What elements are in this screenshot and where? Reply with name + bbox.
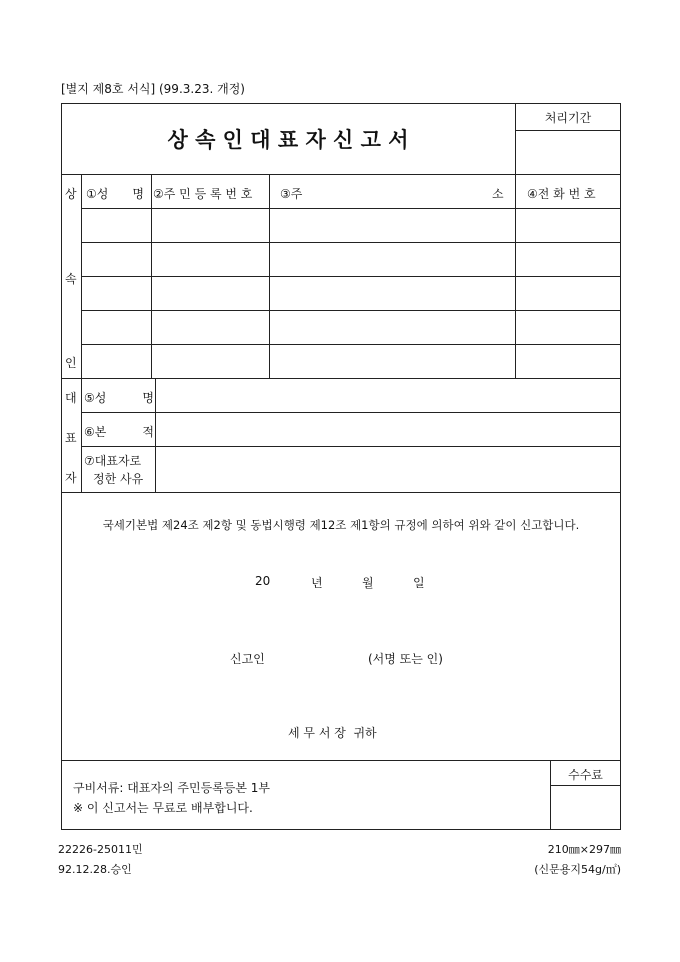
date-day-unit: 일 xyxy=(413,576,425,590)
rep-side-label-1: 대 xyxy=(65,391,77,405)
col-rrn: ②주 민 등 록 번 호 xyxy=(153,187,253,201)
addressee: 세 무 서 장 귀하 xyxy=(288,726,377,740)
heirs-side-label-2: 속 xyxy=(65,272,77,286)
col-name: ①성 명 xyxy=(86,187,144,201)
processing-period-label: 처리기간 xyxy=(544,111,592,125)
rep-reason-label-2: 정한 사유 xyxy=(93,472,144,486)
rep-name-label: ⑤성 명 xyxy=(84,391,154,405)
rep-reason-label: ⑦대표자로 xyxy=(84,454,142,468)
free-note: ※ 이 신고서는 무료로 배부합니다. xyxy=(73,801,253,815)
date-month-unit: 월 xyxy=(362,576,374,590)
date-year: 20 xyxy=(255,574,271,588)
form-reference: [별지 제8호 서식] (99.3.23. 개정) xyxy=(61,82,245,96)
col-address-end: 소 xyxy=(492,187,504,201)
reporter-label: 신고인 xyxy=(230,652,265,666)
paper-size: 210㎜×297㎜ xyxy=(547,843,621,856)
statement: 국세기본법 제24조 제2항 및 동법시행령 제12조 제1항의 규정에 의하여 위와 같이 신고합니다. xyxy=(102,518,580,532)
rep-side-label-3: 자 xyxy=(65,471,77,485)
rep-side-label-2: 표 xyxy=(65,431,77,445)
paper-type: (신문용지54g/㎡) xyxy=(534,863,621,876)
signature-label: (서명 또는 인) xyxy=(368,652,443,666)
approval-date: 92.12.28.승인 xyxy=(58,863,132,876)
col-phone: ④전 화 번 호 xyxy=(527,187,596,201)
form-code: 22226-25011민 xyxy=(58,843,143,856)
form-table xyxy=(61,103,621,830)
heirs-side-label-1: 상 xyxy=(65,187,77,201)
fee-label: 수수료 xyxy=(568,768,603,782)
heirs-side-label-3: 인 xyxy=(65,356,77,370)
col-address: ③주 xyxy=(280,187,303,201)
form-title: 상 속 인 대 표 자 신 고 서 xyxy=(167,127,409,152)
required-docs: 구비서류: 대표자의 주민등록등본 1부 xyxy=(73,781,271,795)
date-year-unit: 년 xyxy=(311,576,323,590)
rep-domicile-label: ⑥본 적 xyxy=(84,425,154,439)
